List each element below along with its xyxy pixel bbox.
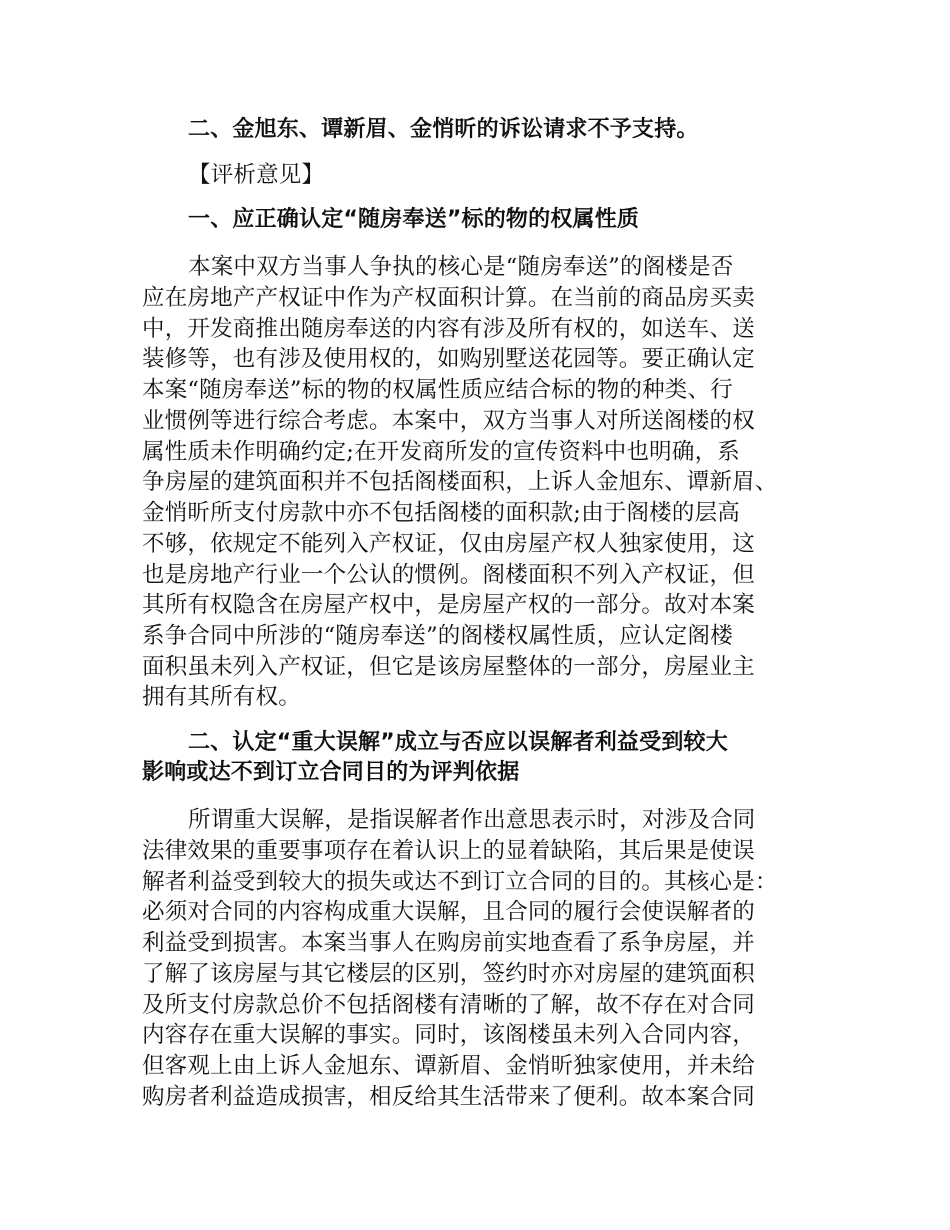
paragraph-line: 本案“随房奉送”标的物的权属性质应结合标的物的种类、行 (142, 377, 733, 403)
heading-2-line: 二、认定“重大误解”成立与否应以误解者利益受到较大 (188, 730, 728, 755)
paragraph-line: 解者利益受到较大的损失或达不到订立合同的目的。其核心是： (142, 869, 778, 895)
paragraph-line: 内容存在重大误解的事实。同时，该阁楼虽未列入合同内容， (142, 1022, 755, 1048)
heading-1: 一、应正确认定“随房奉送”标的物的权属性质 (188, 207, 640, 232)
paragraph-line: 装修等，也有涉及使用权的，如购别墅送花园等。要正确认定 (142, 346, 755, 372)
paragraph-line: 本案中双方当事人争执的核心是“随房奉送”的阁楼是否 (188, 254, 734, 280)
paragraph-line: 所谓重大误解，是指误解者作出意思表示时，对涉及合同 (188, 807, 756, 833)
judgment-line: 二、金旭东、谭新眉、金悄昕的诉讼请求不予支持。 (188, 117, 699, 142)
paragraph-line: 金悄昕所支付房款中亦不包括阁楼的面积款;由于阁楼的层高 (142, 500, 740, 526)
paragraph-line: 法律效果的重要事项存在着认识上的显着缺陷，其后果是使误 (142, 838, 755, 864)
paragraph-line: 业惯例等进行综合考虑。本案中，双方当事人对所送阁楼的权 (142, 408, 755, 434)
paragraph-line: 了解了该房屋与其它楼层的区别，签约时亦对房屋的建筑面积 (142, 961, 755, 987)
paragraph-line: 其所有权隐含在房屋产权中，是房屋产权的一部分。故对本案 (142, 592, 755, 618)
paragraph-line: 属性质未作明确约定;在开发商所发的宣传资料中也明确，系 (142, 439, 740, 465)
paragraph-line: 必须对合同的内容构成重大误解，且合同的履行会使误解者的 (142, 899, 755, 925)
heading-2-line: 影响或达不到订立合同目的为评判依据 (142, 760, 520, 785)
paragraph-line: 也是房地产行业一个公认的惯例。阁楼面积不列入产权证，但 (142, 562, 755, 588)
paragraph-line: 系争合同中所涉的“随房奉送”的阁楼权属性质，应认定阁楼 (142, 623, 733, 649)
paragraph-line: 面积虽未列入产权证，但它是该房屋整体的一部分，房屋业主 (142, 654, 755, 680)
paragraph-line: 及所支付房款总价不包括阁楼有清晰的了解，故不存在对合同 (142, 992, 755, 1018)
paragraph-line: 中，开发商推出随房奉送的内容有涉及所有权的，如送车、送 (142, 316, 755, 342)
paragraph-line: 争房屋的建筑面积并不包括阁楼面积，上诉人金旭东、谭新眉、 (142, 469, 778, 495)
paragraph-line: 购房者利益造成损害，相反给其生活带来了便利。故本案合同 (142, 1084, 755, 1110)
paragraph-line: 不够，依规定不能列入产权证，仅由房屋产权人独家使用，这 (142, 531, 755, 557)
paragraph-line: 但客观上由上诉人金旭东、谭新眉、金悄昕独家使用，并未给 (142, 1053, 755, 1079)
paragraph-line: 利益受到损害。本案当事人在购房前实地查看了系争房屋，并 (142, 930, 755, 956)
paragraph-line: 应在房地产产权证中作为产权面积计算。在当前的商品房买卖 (142, 285, 755, 311)
paragraph-line: 拥有其所有权。 (142, 684, 301, 710)
section-marker: 【评析意见】 (188, 162, 325, 188)
